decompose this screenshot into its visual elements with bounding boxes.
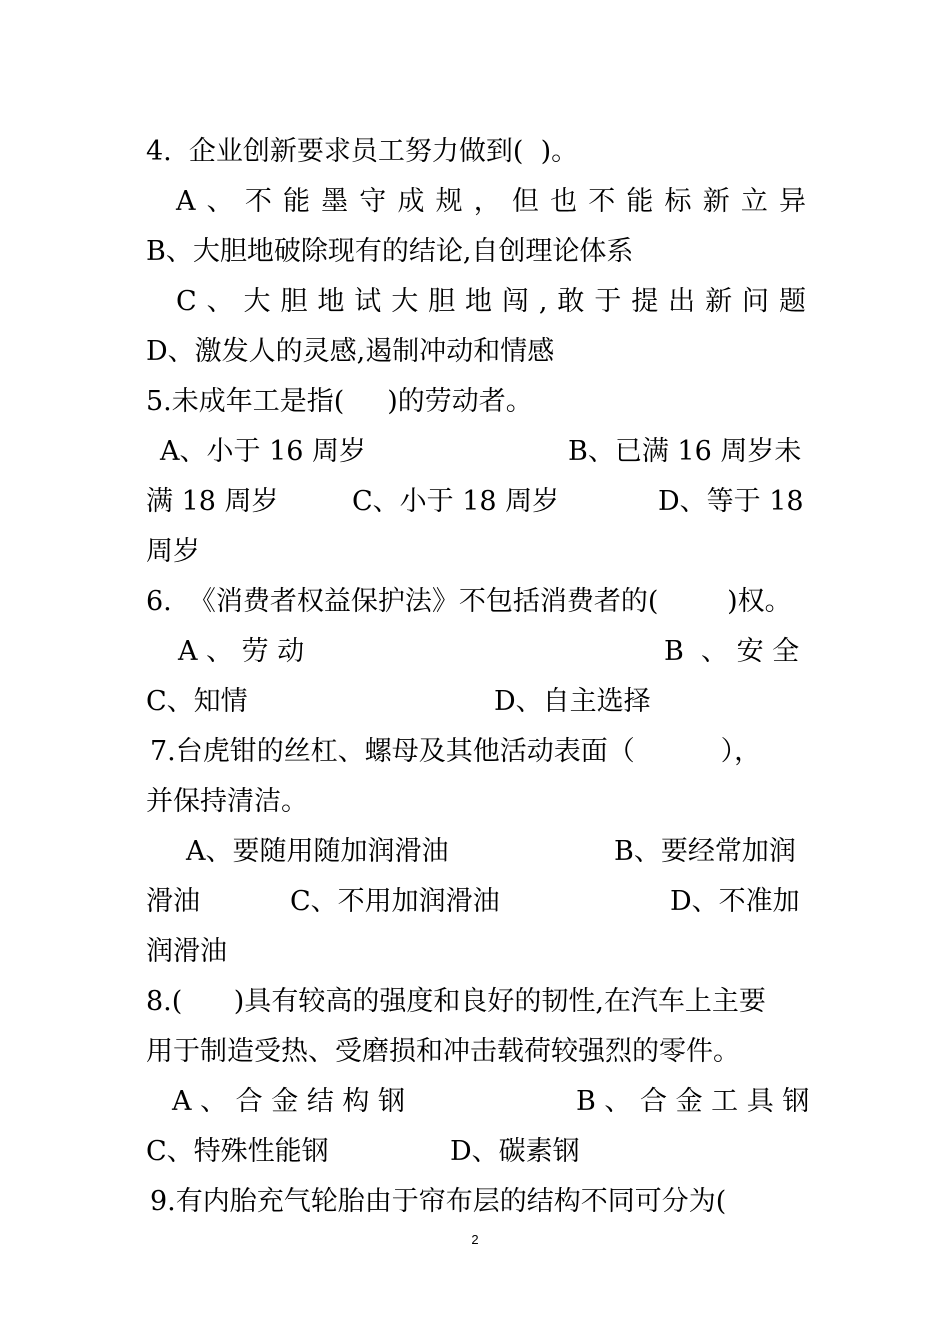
q4-option-c-char: 新 <box>705 286 733 317</box>
q7-stem-cont: 并保持清洁。 <box>146 786 308 817</box>
q5-options-line-1 <box>146 427 806 477</box>
q4-option-b: B、大胆地破除现有的结论,自创理论体系 <box>146 236 634 267</box>
q4-option-a-char: 立 <box>740 186 768 217</box>
q8-option-d: D、碳素钢 <box>450 1136 580 1167</box>
q7-option-b: B、要经常加润 <box>614 836 796 867</box>
q6-stem: 6. 《消费者权益保护法》不包括消费者的( )权。 <box>146 586 792 617</box>
q5-stem: 5.未成年工是指( )的劳动者。 <box>146 386 533 417</box>
q4-option-a-char: 能 <box>626 186 654 217</box>
q4-option-a-char: 、 <box>206 186 234 217</box>
q9-stem: 9.有内胎充气轮胎由于帘布层的结构不同可分为( <box>150 1186 727 1217</box>
q4-option-c-char: 试 <box>354 286 382 317</box>
q4-option-a-char: 规 <box>435 186 463 217</box>
q4-option-a-char: 守 <box>359 186 387 217</box>
q4-option-a <box>176 177 806 227</box>
q8-option-b: B 、 合 金 工 具 钢 <box>576 1086 810 1117</box>
q5-option-b-cont: 满 18 周岁 <box>146 486 279 517</box>
q4-option-c <box>176 277 806 327</box>
q4-option-a-char: ， <box>473 186 501 217</box>
q4-option-c-char: 胆 <box>428 286 456 317</box>
q4-option-c-char: 提 <box>631 286 659 317</box>
q6-options-line-1 <box>146 627 806 677</box>
q4-option-c-char: 闯 <box>501 286 529 317</box>
q8-option-a: A 、 合 金 结 构 钢 <box>172 1086 405 1117</box>
q4-option-a-char: 不 <box>244 186 272 217</box>
q4-option-a-char: 但 <box>511 186 539 217</box>
q7-option-a: A、要随用随加润滑油 <box>186 836 449 867</box>
q4-option-a-char: A <box>176 186 196 217</box>
q4-option-c-char: 胆 <box>280 286 308 317</box>
q4-option-a-char: 不 <box>588 186 616 217</box>
q5-options-line-2 <box>146 477 806 527</box>
q4-option-a-char: 成 <box>397 186 425 217</box>
q4-option-c-char: C <box>176 286 197 317</box>
q4-option-a-char: 异 <box>779 186 806 217</box>
q4-option-c-char: 地 <box>317 286 345 317</box>
q5-option-c: C、小于 18 周岁 <box>352 486 560 517</box>
page-number: 2 <box>471 1232 479 1247</box>
q4-option-c-char: 、 <box>206 286 234 317</box>
q4-option-c-char: 大 <box>243 286 271 317</box>
q4-option-c-char: 于 <box>594 286 622 317</box>
q5-option-a: A、小于 16 周岁 <box>160 436 367 467</box>
q5-option-d-cont: 周岁 <box>146 536 200 567</box>
q4-option-c-char: 大 <box>391 286 419 317</box>
q8-stem-cont: 用于制造受热、受磨损和冲击载荷较强烈的零件。 <box>146 1036 740 1067</box>
q7-option-d-cont: 润滑油 <box>146 936 227 967</box>
q4-option-c-char: 问 <box>742 286 770 317</box>
q7-options-line-1 <box>146 827 806 877</box>
q8-stem: 8.( )具有较高的强度和良好的韧性,在汽车上主要 <box>146 986 766 1017</box>
q4-option-c-char: 出 <box>668 286 696 317</box>
q4-option-a-char: 墨 <box>321 186 349 217</box>
q6-option-a: A 、 劳 动 <box>178 636 305 667</box>
q4-option-c-char: 题 <box>778 286 806 317</box>
q4-option-d: D、激发人的灵感,遏制冲动和情感 <box>146 336 555 367</box>
q8-options-line-1 <box>146 1077 810 1127</box>
q7-option-c: C、不用加润滑油 <box>290 886 500 917</box>
q4-option-a-char: 新 <box>702 186 730 217</box>
q6-options-line-2 <box>146 677 806 727</box>
q8-option-c: C、特殊性能钢 <box>146 1136 329 1167</box>
q4-option-c-char: , <box>538 286 548 317</box>
q7-option-b-cont: 滑油 <box>146 886 200 917</box>
q6-option-c: C、知情 <box>146 686 248 717</box>
q7-stem: 7.台虎钳的丝杠、螺母及其他活动表面（ ）， <box>150 736 762 767</box>
q4-option-a-char: 也 <box>550 186 578 217</box>
q4-option-c-char: 地 <box>465 286 493 317</box>
q5-option-d: D、等于 18 <box>658 486 804 517</box>
q7-option-d: D、不准加 <box>670 886 800 917</box>
q4-option-a-char: 标 <box>664 186 692 217</box>
q6-option-d: D、自主选择 <box>494 686 651 717</box>
q6-option-b: B 、 安 全 <box>664 636 800 667</box>
q4-option-c-char: 敢 <box>557 286 585 317</box>
q4-stem: 4. 企业创新要求员工努力做到( )。 <box>146 136 579 167</box>
q8-options-line-2 <box>146 1127 806 1177</box>
q4-option-a-char: 能 <box>282 186 310 217</box>
q7-options-line-2 <box>146 877 806 927</box>
q5-option-b: B、已满 16 周岁未 <box>568 436 802 467</box>
